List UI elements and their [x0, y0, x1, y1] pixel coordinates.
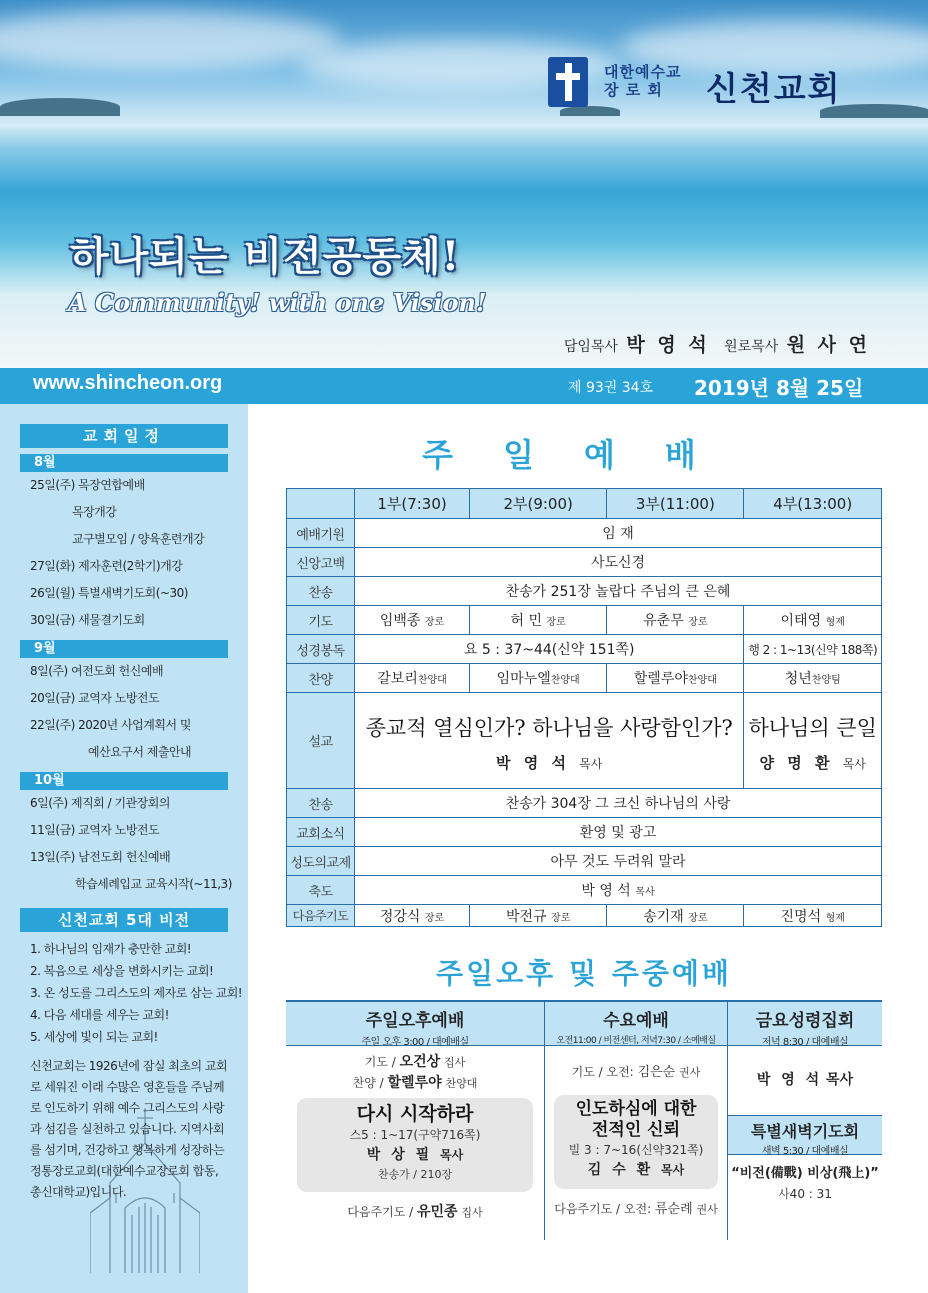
row-label: 신앙고백: [287, 548, 355, 577]
schedule-title: 교회일정: [20, 424, 228, 448]
church-intro: 신천교회는 1926년에 잠실 최초의 교회로 세워진 이래 수많은 영혼들을 주님께로 인도하기 위해 예수 그리스도의 사랑과 섬김을 실천하고 있습니다. 지역사회를 섬기며, 건강하고 행복하게 성장하는 정통장로교회(대한예수교장로회 합동, 총신대학교)입니다.: [30, 1059, 228, 1199]
preacher: 박 상 필 목사: [366, 1147, 464, 1163]
reading-fourth: 행 2 : 1~13(신약 188쪽): [744, 635, 882, 664]
schedule-item: 학습세례입교 교육시작(~11,3): [75, 877, 232, 891]
preacher: 박 영 석 목사: [496, 754, 603, 772]
table-row: [287, 577, 882, 606]
schedule-item: 27일(화) 제자훈련(2학기)개강: [30, 559, 183, 573]
next-prayer-line: 다음주기도 / 오전: 류순례 권사: [554, 1202, 718, 1217]
vision-list: [0, 938, 248, 1048]
sermon-title: 다시 시작하라: [356, 1103, 474, 1125]
sidebar: [0, 404, 248, 1293]
column-header: 주일오후예배 주일 오후 3:00 / 대예배실: [286, 1000, 544, 1046]
sermon-title: 인도하심에 대한: [575, 1099, 697, 1119]
next-prayer-line: 다음주기도 / 유민종 집사: [347, 1204, 483, 1220]
pastors-line: 담임목사 박 영 석 원로목사 원 사 연: [563, 334, 870, 356]
vision-title: 신천교회 5대 비전: [20, 908, 228, 932]
row-label: 성도의교제: [287, 847, 355, 876]
schedule-item: 13일(주) 남전도회 헌신예배: [30, 850, 171, 864]
motto-english: A Community! with one Vision!: [68, 288, 487, 317]
anthem-cell: 할렐루야찬양대: [607, 664, 744, 693]
prayer-line: 기도 / 오건상 집사: [364, 1054, 466, 1070]
friday-preacher: 박 영 석 목사: [756, 1072, 854, 1088]
row-label: 교회소식: [287, 818, 355, 847]
friday-column: [728, 1000, 882, 1240]
church-logo: [548, 55, 853, 111]
schedule-item: 예산요구서 제출안내: [88, 745, 192, 759]
fellowship-value: 아무 것도 두려워 말라: [355, 847, 882, 876]
anthem-cell: 임마누엘찬양대: [470, 664, 607, 693]
sermon-title: 하나님의 큰일: [748, 716, 877, 740]
hymn-value: 찬송가 251장 놀랍다 주님의 큰 은혜: [355, 577, 882, 606]
motto-korean: 하나되는 비전공동체!: [70, 233, 461, 280]
sermon-fourth: [744, 693, 882, 789]
service-3-header: 3부(11:00): [607, 489, 744, 519]
sermon-main: [355, 693, 744, 789]
benediction-value: 박 영 석 목사: [355, 876, 882, 905]
vision-item: 2. 복음으로 세상을 변화시키는 교회!: [30, 964, 214, 978]
month-header: 8월: [20, 454, 228, 472]
prayer-cell: 이태영 형제: [744, 606, 882, 635]
bulletin-date: 2019년 8월 25일: [694, 376, 864, 400]
row-label: 기도: [287, 606, 355, 635]
cloud-shape: [0, 10, 340, 70]
schedule-item: 25일(주) 목장연합예배: [30, 478, 145, 492]
table-row: [287, 905, 882, 927]
scripture: 스5 : 1~17(구약716쪽): [349, 1128, 481, 1142]
row-label: 예배기원: [287, 519, 355, 548]
anthem-line: 찬양 / 할렐루야 찬양대: [352, 1075, 478, 1091]
column-header: 수요예배 오전11:00 / 비전센터, 저녁7:30 / 소예배실: [545, 1000, 727, 1046]
row-label: 설교: [287, 693, 355, 789]
next-prayer-cell: 송기재 장로: [607, 905, 744, 927]
row-label: 찬송: [287, 789, 355, 818]
sermon-title: 종교적 열심인가? 하나님을 사랑함인가?: [365, 716, 733, 740]
invocation-value: 임 재: [355, 519, 882, 548]
prayer-cell: 허 민 장로: [470, 606, 607, 635]
preacher: 양 명 환 목사: [759, 754, 866, 772]
special-dawn-header: 특별새벽기도회 새벽 5:30 / 대예배실: [728, 1115, 882, 1155]
schedule-item: 교구별모임 / 양육훈련개강: [72, 532, 205, 546]
prayer-line: 기도 / 오전: 김은순 권사: [571, 1065, 701, 1080]
reading-main: 요 5 : 37~44(신약 151쪽): [355, 635, 744, 664]
row-label: 찬양: [287, 664, 355, 693]
vision-item: 4. 다음 세대를 세우는 교회!: [30, 1008, 169, 1022]
row-label: 축도: [287, 876, 355, 905]
table-row: [287, 693, 882, 789]
afternoon-worship-grid: [286, 1000, 882, 1240]
table-header-row: [287, 489, 882, 519]
column-header: 금요성령집회 저녁 8:30 / 대예배실: [728, 1000, 882, 1046]
denomination: 대한예수교 장 로 회: [604, 63, 682, 99]
cross-icon: [548, 57, 588, 107]
schedule-item: 26일(월) 특별새벽기도회(~30): [30, 586, 188, 600]
vision-item: 1. 하나님의 임재가 충만한 교회!: [30, 942, 192, 956]
schedule-item: 11일(금) 교역자 노방전도: [30, 823, 160, 837]
schedule-item: 30일(금) 새물결기도회: [30, 613, 145, 627]
special-dawn-scripture: 사40 : 31: [778, 1187, 832, 1201]
scripture: 빌 3 : 7~16(신약321쪽): [568, 1143, 704, 1157]
volume-number: 제 93권 34호: [568, 380, 654, 396]
sermon-box: [297, 1098, 533, 1192]
senior-pastor-name: 박 영 석: [626, 334, 710, 356]
table-row: [287, 818, 882, 847]
service-2-header: 2부(9:00): [470, 489, 607, 519]
vision-item: 3. 온 성도를 그리스도의 제자로 삼는 교회!: [30, 986, 243, 1000]
preacher: 김 수 환 목사: [587, 1162, 685, 1178]
afternoon-worship-title: 주일오후 및 주중예배: [436, 957, 732, 990]
prayer-cell: 유춘무 장로: [607, 606, 744, 635]
next-prayer-cell: 정강식 장로: [355, 905, 470, 927]
table-row: [287, 548, 882, 577]
month-header: 10월: [20, 772, 228, 790]
next-prayer-cell: 박전규 장로: [470, 905, 607, 927]
schedule-item: 8일(주) 여전도회 헌신예배: [30, 664, 164, 678]
vision-item: 5. 세상에 빛이 되는 교회!: [30, 1030, 158, 1044]
url-bar: [0, 368, 928, 404]
schedule-item: 목장개강: [72, 505, 117, 519]
anthem-cell: 갈보리찬양대: [355, 664, 470, 693]
hymn-value: 찬송가 304장 그 크신 하나님의 사랑: [355, 789, 882, 818]
row-label: 다음주기도: [287, 905, 355, 927]
schedule-item: 20일(금) 교역자 노방전도: [30, 691, 160, 705]
special-dawn-theme: “비전(備戰) 비상(飛上)”: [731, 1166, 879, 1181]
worship-order-table: [286, 488, 882, 927]
next-prayer-cell: 진명석 형제: [744, 905, 882, 927]
emeritus-pastor-name: 원 사 연: [786, 334, 870, 356]
church-name: 신천교회: [706, 69, 842, 108]
sermon-title: 전적인 신뢰: [591, 1120, 681, 1140]
month-header: 9월: [20, 640, 228, 658]
creed-value: 사도신경: [355, 548, 882, 577]
table-row: [287, 876, 882, 905]
table-row: [287, 606, 882, 635]
table-row: [287, 789, 882, 818]
sunday-afternoon-column: [286, 1000, 545, 1240]
schedule-item: 22일(주) 2020년 사업계획서 및: [30, 718, 191, 732]
service-1-header: 1부(7:30): [355, 489, 470, 519]
header-banner: [0, 0, 928, 368]
service-4-header: 4부(13:00): [744, 489, 882, 519]
wednesday-column: [545, 1000, 728, 1240]
anthem-cell: 청년찬양팀: [744, 664, 882, 693]
table-corner: [287, 489, 355, 519]
prayer-cell: 임백종 장로: [355, 606, 470, 635]
island-shape: [0, 98, 120, 116]
sunday-worship-title: 주일예배: [422, 436, 746, 474]
table-row: [287, 664, 882, 693]
row-label: 찬송: [287, 577, 355, 606]
table-row: [287, 847, 882, 876]
hymn: 찬송가 / 210장: [377, 1168, 453, 1181]
website-link[interactable]: www.shincheon.org: [33, 372, 223, 394]
schedule-list: [0, 454, 248, 898]
schedule-item: 6일(주) 제직회 / 기관장회의: [30, 796, 170, 810]
news-value: 환영 및 광고: [355, 818, 882, 847]
table-row: [287, 519, 882, 548]
table-row: [287, 635, 882, 664]
sermon-box: [554, 1095, 718, 1189]
row-label: 성경봉독: [287, 635, 355, 664]
